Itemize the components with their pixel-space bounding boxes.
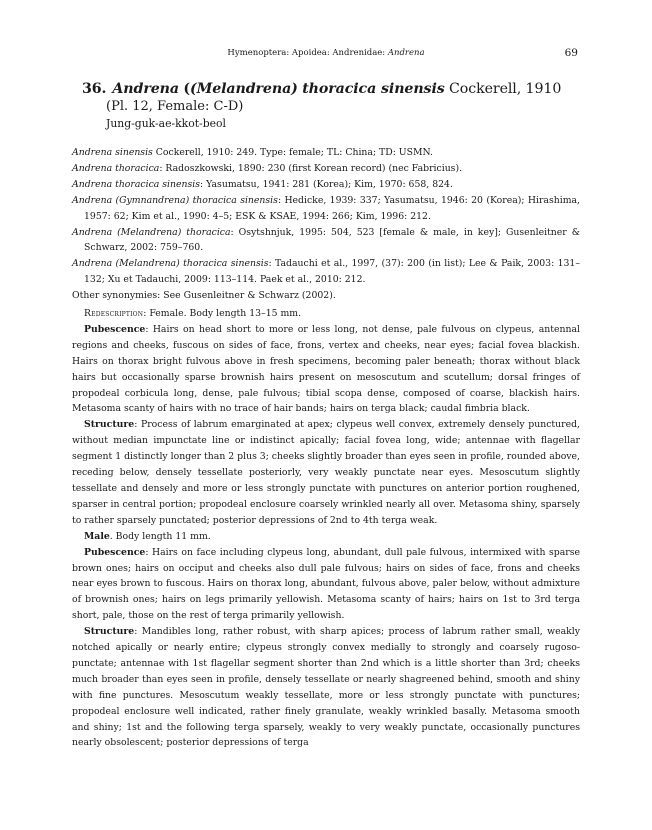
male-structure-label: Structure bbox=[84, 626, 135, 638]
male-label: Male bbox=[84, 530, 110, 542]
synonym-entry bbox=[72, 161, 580, 177]
male-pubescence-label: Pubescence bbox=[84, 546, 146, 558]
korean-name: Jung-guk-ae-kkot-beol bbox=[106, 117, 226, 130]
synonym-entry bbox=[72, 193, 580, 225]
species-subgenus: (Melandrena) bbox=[190, 81, 298, 97]
female-structure-text: : Process of labrum emarginated at apex; clypeus well convex, extremely densely punctured, without median impunctate line or indistinct apically; facial fovea long, wide; antennae with flagellar segment 1 distinctly longer than 2 plus 3; cheeks slightly broader than eyes seen in profile, rounded above, receding below, densely tessellate posteriorly, very weakly punctate near eyes. Mesoscutum slightly tessellate and densely and more or less strongly punctate with punctures on anterior portion roughened, sparser in central portion; propodeal enclosure coarsely wrinkled nearly all over. Metasoma shiny, sparsely to rather sparsely punctated; posterior depressions of 2nd to 4th terga weak. bbox=[72, 419, 580, 526]
running-head bbox=[0, 45, 652, 61]
female-pubescence-label: Pubescence bbox=[84, 323, 146, 335]
synonym-reference: : Hedicke, 1939: 337; Yasumatsu, 1946: 20 (Korea); Hirashima, 1957: 62; Kim et al., 1990: 4–5; ESK & KSAE, 1994: 266; Kim, 1996: 212. bbox=[84, 194, 581, 222]
male-intro-text: . Body length 11 mm. bbox=[109, 530, 211, 542]
synonym-reference: : Tadauchi et al., 1997, (37): 200 (in list); Lee & Paik, 2003: 131–132; Xu et Tadauchi, 2009: 113–114. Paek et al., 2010: 212. bbox=[84, 258, 580, 286]
synonym-reference: : Radoszkowski, 1890: 230 (first Korean record) (nec Fabricius). bbox=[159, 162, 463, 174]
species-genus: Andrena bbox=[112, 81, 179, 97]
synonym-taxon: Andrena (Melandrena) thoracica bbox=[72, 226, 231, 238]
synonym-reference: : Osytshnjuk, 1995: 504, 523 [female & male, in key]; Gusenleitner & Schwarz, 2002: 759–760. bbox=[84, 226, 580, 254]
redescription-body bbox=[72, 306, 580, 751]
male-structure-text: : Mandibles long, rather robust, with sharp apices; process of labrum rather small, weakly notched apically or nearly entire; clypeus strongly convex medially to strongly and coarsely rugoso-punctate; antennae with 1st flagellar segment shorter than 2nd which is a little shorter than 3rd; cheeks much broader than eyes seen in profile, densely tessellate or nearly shagreened behind, smooth and shiny with fine punctures. Mesoscutum weakly tessellate, more or less strongly punctate with punctures; propodeal enclosure well indicated, rather finely granulate, weakly wrinkled basally. Metasoma smooth and shiny; 1st and the following terga sparsely, weakly to very weakly punctate, occasionally punctures nearly obsolescent; posterior depressions of terga bbox=[72, 626, 580, 749]
redescription-label: Redescription bbox=[84, 308, 144, 319]
plate-reference: (Pl. 12, Female: C-D) bbox=[106, 99, 244, 114]
synonym-entry bbox=[72, 177, 580, 193]
synonym-taxon: Andrena thoracica bbox=[72, 162, 160, 174]
species-number: 36. bbox=[82, 81, 107, 97]
synonym-entry bbox=[72, 145, 580, 161]
female-structure-label: Structure bbox=[84, 419, 135, 431]
male-pubescence-text: : Hairs on face including clypeus long, abundant, dull pale fulvous, intermixed with sparse brown ones; hairs on occiput and cheeks also dull pale fulvous; hairs on sides of face, frons and cheeks near eyes brown to fuscous. Hairs on thorax long, abundant, fulvous above, paler below, without admixture of brownish ones; hairs on legs primarily yellowish. Metasoma scanty of hairs; hairs on 1st to 3rd terga short, pale, those on the rest of terga primarily yellowish. bbox=[72, 546, 580, 622]
male-structure-paragraph bbox=[72, 624, 580, 751]
female-pubescence-text: : Hairs on head short to more or less long, not dense, pale fulvous on clypeus, antennal regions and cheeks, fuscous on sides of face, frons, vertex and cheeks, near eyes; facial fovea blackish. Hairs on thorax bright fulvous above in fresh specimens, becoming paler beneath; thorax without black hairs but occasionally sparse brownish hairs present on mesoscutum and scutellum; dorsal fringes of propodeal corbicula long, dense, pale fulvous; tibial scopa dense, composed of coarse, blackish hairs. Metasoma scanty of hairs with no trace of hair bands; hairs on terga black; caudal fimbria black. bbox=[72, 323, 580, 415]
synonym-entry bbox=[72, 225, 580, 257]
female-intro-paragraph bbox=[72, 306, 580, 322]
synonym-taxon: Andrena (Gymnandrena) thoracica sinensis bbox=[72, 194, 278, 206]
synonymy-list bbox=[72, 145, 580, 304]
female-intro-text: : Female. Body length 13–15 mm. bbox=[143, 308, 302, 319]
species-epithet: thoracica sinensis bbox=[302, 81, 445, 97]
male-pubescence-paragraph bbox=[72, 545, 580, 625]
female-pubescence-paragraph bbox=[72, 322, 580, 417]
female-structure-paragraph bbox=[72, 417, 580, 528]
synonym-taxon: Andrena (Melandrena) thoracica sinensis bbox=[72, 258, 269, 270]
page-number: 69 bbox=[564, 47, 578, 59]
synonym-reference: : Yasumatsu, 1941: 281 (Korea); Kim, 1970: 658, 824. bbox=[200, 178, 453, 190]
species-heading bbox=[82, 80, 582, 132]
synonym-taxon: Andrena thoracica sinensis bbox=[72, 178, 201, 190]
synonym-taxon: Andrena sinensis bbox=[72, 147, 153, 158]
male-intro-paragraph bbox=[72, 529, 580, 545]
running-title bbox=[0, 45, 652, 61]
synonym-note bbox=[72, 288, 580, 304]
running-title-prefix: Hymenoptera: Apoidea: Andrenidae: bbox=[227, 48, 388, 58]
species-title bbox=[82, 80, 582, 98]
synonym-note-text: Other synonymies: See Gusenleitner & Schwarz (2002). bbox=[72, 290, 336, 302]
running-title-genus: Andrena bbox=[387, 48, 425, 58]
species-authority: Cockerell, 1910 bbox=[449, 81, 562, 97]
species-subgenus-paren: ( bbox=[183, 81, 190, 97]
synonym-reference: Cockerell, 1910: 249. Type: female; TL: China; TD: USMN. bbox=[152, 147, 434, 158]
synonym-entry bbox=[72, 256, 580, 288]
